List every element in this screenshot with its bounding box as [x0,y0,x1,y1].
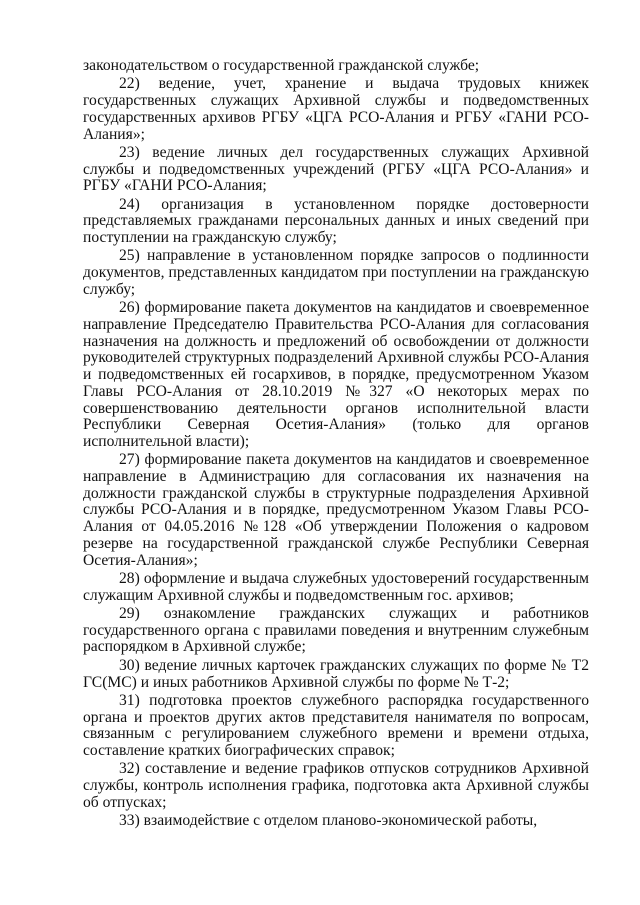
paragraph-continuation: законодательством о государственной гражданской службе; [83,57,480,74]
paragraph-item-30: 30) ведение личных карточек гражданских служащих по форме № Т2 ГС(МС) и иных работников Архивной службы по форме № Т-2; [83,656,589,691]
paragraph-item-23: 23) ведение личных дел государственных служащих Архивной службы и подведомственных учреждений (РГБУ «ЦГА РСО-Алания» и РГБУ «ГАНИ РСО-Алания; [83,143,589,195]
document-page [83,58,589,832]
paragraph-item-33: 33) взаимодействие с отделом планово-экономической работы, [119,812,538,830]
paragraph-item-22: 22) ведение, учет, хранение и выдача трудовых книжек государственных служащих Архивной службы и подведомственных государственных архивов РГБУ «ЦГА РСО-Алания и РГБУ «ГАНИ РСО-Алания»; [83,75,589,143]
paragraph-item-31: 31) подготовка проектов служебного распорядка государственного органа и проектов других актов представителя нанимателя по вопросам, связанным с регулированием служебного времени и времени отдыха, составление кратких биографических справок; [83,691,589,759]
paragraph-item-26: 26) формирование пакета документов на кандидатов и своевременное направление Председателю Правительства РСО-Алания для согласования назначения на должность и предложений об освобождении от должности руководителей структурных подразделений Архивной службы РСО-Алания и подведомственных ей госархивов, в порядке, предусмотренном Указом Главы РСО-Алания от 28.10.2019 №327 «О некоторых мерах по совершенствованию деятельности органов исполнительной власти Республики Северная Осетия-Алания» (только для органов исполнительной власти); [83,299,589,450]
paragraph-item-24: 24) организация в установленном порядке достоверности представляемых гражданами персональных данных и иных сведений при поступлении на гражданскую службу; [83,195,589,247]
paragraph-item-29: 29) ознакомление гражданских служащих и работников государственного органа с правилами поведения и внутренним служебным распорядком в Архивной службе; [83,605,589,656]
paragraph-item-25: 25) направление в установленном порядке запросов о подлинности документов, представленных кандидатом при поступлении на гражданскую службу; [83,247,589,298]
paragraph-item-28: 28) оформление и выдача служебных удостоверений государственным служащим Архивной службы и подведомственным гос. архивов; [83,569,589,604]
paragraph-item-32: 32) составление и ведение графиков отпусков сотрудников Архивной службы, контроль исполнения графика, подготовка акта Архивной службы об отпусках; [83,760,589,811]
paragraph-item-27: 27) формирование пакета документов на кандидатов и своевременное направление в Администрацию для согласования их назначения на должности гражданской службы в структурные подразделения Архивной службы РСО-Алания и в порядке, предусмотренном Указом Главы РСО-Алания от 04.05.2016 №128 «Об утверждении Положения о кадровом резерве на государственной гражданской службе Республики Северная Осетия-Алания»; [83,451,589,569]
